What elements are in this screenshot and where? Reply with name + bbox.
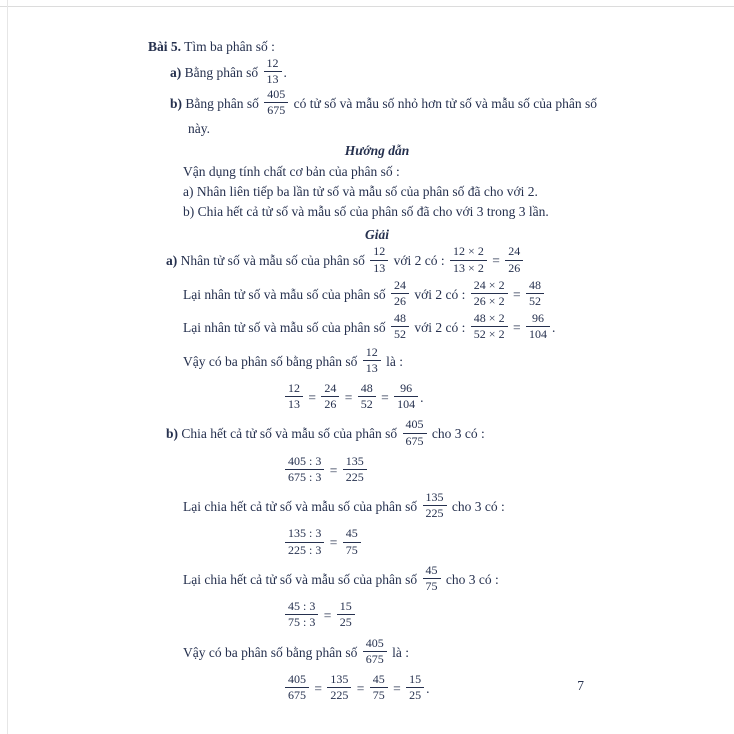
fraction-denominator: 75 : 3: [288, 615, 316, 630]
fraction: [264, 88, 288, 117]
fraction: [370, 245, 388, 274]
fraction: [471, 312, 508, 341]
fraction: [285, 455, 324, 484]
equation: $\frac{45 : 3}{75 : 3}$ = $\frac{15}{25}$: [283, 602, 606, 631]
fraction: [285, 673, 309, 702]
fraction-denominator: 75: [345, 542, 358, 557]
fraction-numerator: 405: [285, 673, 309, 688]
fraction-numerator: 45: [343, 527, 361, 542]
fraction: [471, 279, 508, 308]
hint-item: b) Chia hết cả tử số và mẫu số của phân số đã cho với 3 trong 3 lần.: [183, 203, 549, 219]
item-label: Bài 5.: [148, 39, 182, 54]
fraction-denominator: 25: [409, 688, 422, 703]
item-label: a): [183, 184, 194, 199]
fraction-denominator: 26: [394, 294, 407, 308]
fraction-numerator: 135 : 3: [285, 527, 324, 542]
fraction-numerator: 12: [370, 245, 388, 260]
fraction-numerator: 12: [264, 57, 282, 72]
item-label: b): [183, 203, 195, 219]
section-heading: Hướng dẫn: [344, 143, 410, 159]
fraction-denominator: 675: [405, 433, 424, 448]
exercise-item: a) Bằng phân số $\frac{12}{13}$ .: [170, 55, 287, 86]
item-label: b): [166, 426, 179, 442]
scan-edge-left-line: [7, 0, 8, 734]
fraction-denominator: 26 × 2: [473, 294, 505, 308]
fraction: [391, 312, 409, 341]
fraction-denominator: 75: [372, 688, 385, 703]
fraction-numerator: 24 × 2: [471, 279, 508, 294]
fraction-denominator: 225 : 3: [288, 542, 322, 557]
fraction-numerator: 48 × 2: [471, 312, 508, 327]
hint-item: a) Nhân liên tiếp ba lần tử số và mẫu số của phân số đã cho với 2.: [183, 184, 538, 199]
fraction: [285, 382, 303, 411]
fraction-denominator: 225: [425, 506, 444, 521]
fraction-denominator: 675: [267, 103, 286, 118]
fraction-denominator: 104: [528, 327, 547, 342]
fraction: [526, 279, 544, 308]
fraction-numerator: 15: [406, 673, 424, 688]
fraction-numerator: 48: [391, 312, 409, 327]
exercise-item: b) Bằng phân số $\frac{405}{675}$ có tử số và mẫu số nhỏ hơn tử số và mẫu số của phân số này.: [170, 87, 597, 136]
equation: $\frac{12}{13}$ = $\frac{24}{26}$ = $\frac{48}{52}$ = $\frac{96}{104}$ .: [283, 384, 606, 413]
fraction-denominator: 225: [330, 688, 349, 703]
fraction-denominator: 13: [288, 397, 300, 412]
fraction: [285, 527, 324, 556]
fraction-numerator: 12 × 2: [450, 245, 487, 260]
fraction-denominator: 75: [425, 579, 438, 593]
fraction-numerator: 45: [423, 564, 441, 579]
fraction-denominator: 104: [397, 397, 416, 412]
fraction: [406, 673, 424, 702]
equation: $\frac{135 : 3}{225 : 3}$ = $\frac{45}{75}$: [283, 529, 606, 558]
solution-text: Lại chia hết cả tử số và mẫu số của phân số $\frac{45}{75}$ cho 3 có :: [183, 562, 499, 593]
fraction-numerator: 96: [394, 382, 418, 397]
fraction-numerator: 24: [321, 382, 339, 397]
document-body: [148, 36, 606, 711]
fraction-denominator: 13: [373, 260, 386, 275]
item-label: a): [170, 64, 182, 80]
fraction: [370, 673, 388, 702]
fraction-numerator: 405 : 3: [285, 455, 324, 470]
fraction: [423, 491, 447, 520]
solution-text: Lại nhân tử số và mẫu số của phân số $\frac{24}{26}$ với 2 có : $\frac{24 \times 2}{26 \times 2}$ = $\frac{48}{52}$: [183, 281, 606, 310]
fraction: [343, 455, 367, 484]
scan-edge-top-line: [0, 6, 734, 7]
fraction-numerator: 405: [363, 637, 387, 652]
fraction-numerator: 48: [526, 279, 544, 294]
item-label: b): [170, 95, 183, 111]
solution-text: Lại chia hết cả tử số và mẫu số của phân số $\frac{135}{225}$ cho 3 có :: [183, 490, 505, 521]
fraction-numerator: 48: [358, 382, 376, 397]
fraction: [526, 312, 550, 341]
fraction-denominator: 25: [339, 615, 352, 630]
fraction: [327, 673, 351, 702]
fraction-denominator: 675: [365, 651, 384, 666]
fraction: [423, 564, 441, 593]
fraction-numerator: 24: [505, 245, 523, 260]
fraction: [337, 600, 355, 629]
section-heading: Giải: [364, 226, 389, 242]
fraction-numerator: 135: [327, 673, 351, 688]
fraction-numerator: 24: [391, 279, 409, 294]
fraction-numerator: 96: [526, 312, 550, 327]
fraction: [358, 382, 376, 411]
fraction-numerator: 45 : 3: [285, 600, 318, 615]
hint-text: Vận dụng tính chất cơ bản của phân số :: [183, 164, 400, 180]
fraction-numerator: 12: [363, 346, 381, 361]
fraction-numerator: 12: [285, 382, 303, 397]
fraction: [363, 637, 387, 666]
fraction: [264, 57, 282, 86]
fraction-denominator: 52 × 2: [473, 327, 505, 342]
fraction-numerator: 45: [370, 673, 388, 688]
fraction: [321, 382, 339, 411]
solution-text: Lại nhân tử số và mẫu số của phân số $\frac{48}{52}$ với 2 có : $\frac{48 \times 2}{52 \times 2}$ = $\frac{96}{104}$ .: [183, 311, 556, 342]
fraction-denominator: 675 : 3: [288, 469, 322, 484]
fraction: [505, 245, 523, 274]
fraction: [285, 600, 318, 629]
fraction: [403, 418, 427, 447]
fraction-denominator: 52: [528, 294, 541, 308]
item-label: a): [166, 253, 178, 269]
fraction: [394, 382, 418, 411]
fraction-numerator: 405: [403, 418, 427, 433]
page-number: 7: [577, 678, 584, 693]
fraction-denominator: 13 × 2: [453, 260, 484, 275]
exercise-title: Bài 5. Tìm ba phân số :: [148, 39, 275, 54]
equation: $\frac{405 : 3}{675 : 3}$ = $\frac{135}{225}$: [283, 457, 606, 486]
fraction-denominator: 13: [266, 72, 279, 86]
fraction: [391, 279, 409, 308]
solution-text: Vậy có ba phân số bằng phân số $\frac{405}{675}$ là :: [183, 635, 409, 666]
fraction-numerator: 15: [337, 600, 355, 615]
fraction-numerator: 135: [343, 455, 367, 470]
fraction: [450, 245, 487, 274]
solution-text: Vậy có ba phân số bằng phân số $\frac{12}{13}$ là :: [183, 344, 403, 375]
fraction-denominator: 225: [345, 469, 364, 484]
fraction-denominator: 52: [360, 397, 373, 412]
fraction: [343, 527, 361, 556]
fraction-denominator: 52: [394, 327, 407, 342]
fraction-denominator: 13: [365, 360, 378, 375]
equation: $\frac{405}{675}$ = $\frac{135}{225}$ = $\frac{45}{75}$ = $\frac{15}{25}$ .: [283, 675, 606, 704]
solution-item: b) Chia hết cả tử số và mẫu số của phân số $\frac{405}{675}$ cho 3 có :: [166, 417, 485, 448]
fraction: [363, 346, 381, 375]
fraction-denominator: 26: [324, 397, 337, 412]
fraction-denominator: 675: [288, 688, 306, 703]
solution-item: a) Nhân tử số và mẫu số của phân số $\frac{12}{13}$ với 2 có : $\frac{12 \times 2}{13 \times 2}$ = $\frac{24}{26}$: [148, 247, 606, 276]
fraction-numerator: 405: [264, 88, 288, 103]
fraction-denominator: 26: [508, 260, 521, 275]
fraction-numerator: 135: [423, 491, 447, 506]
